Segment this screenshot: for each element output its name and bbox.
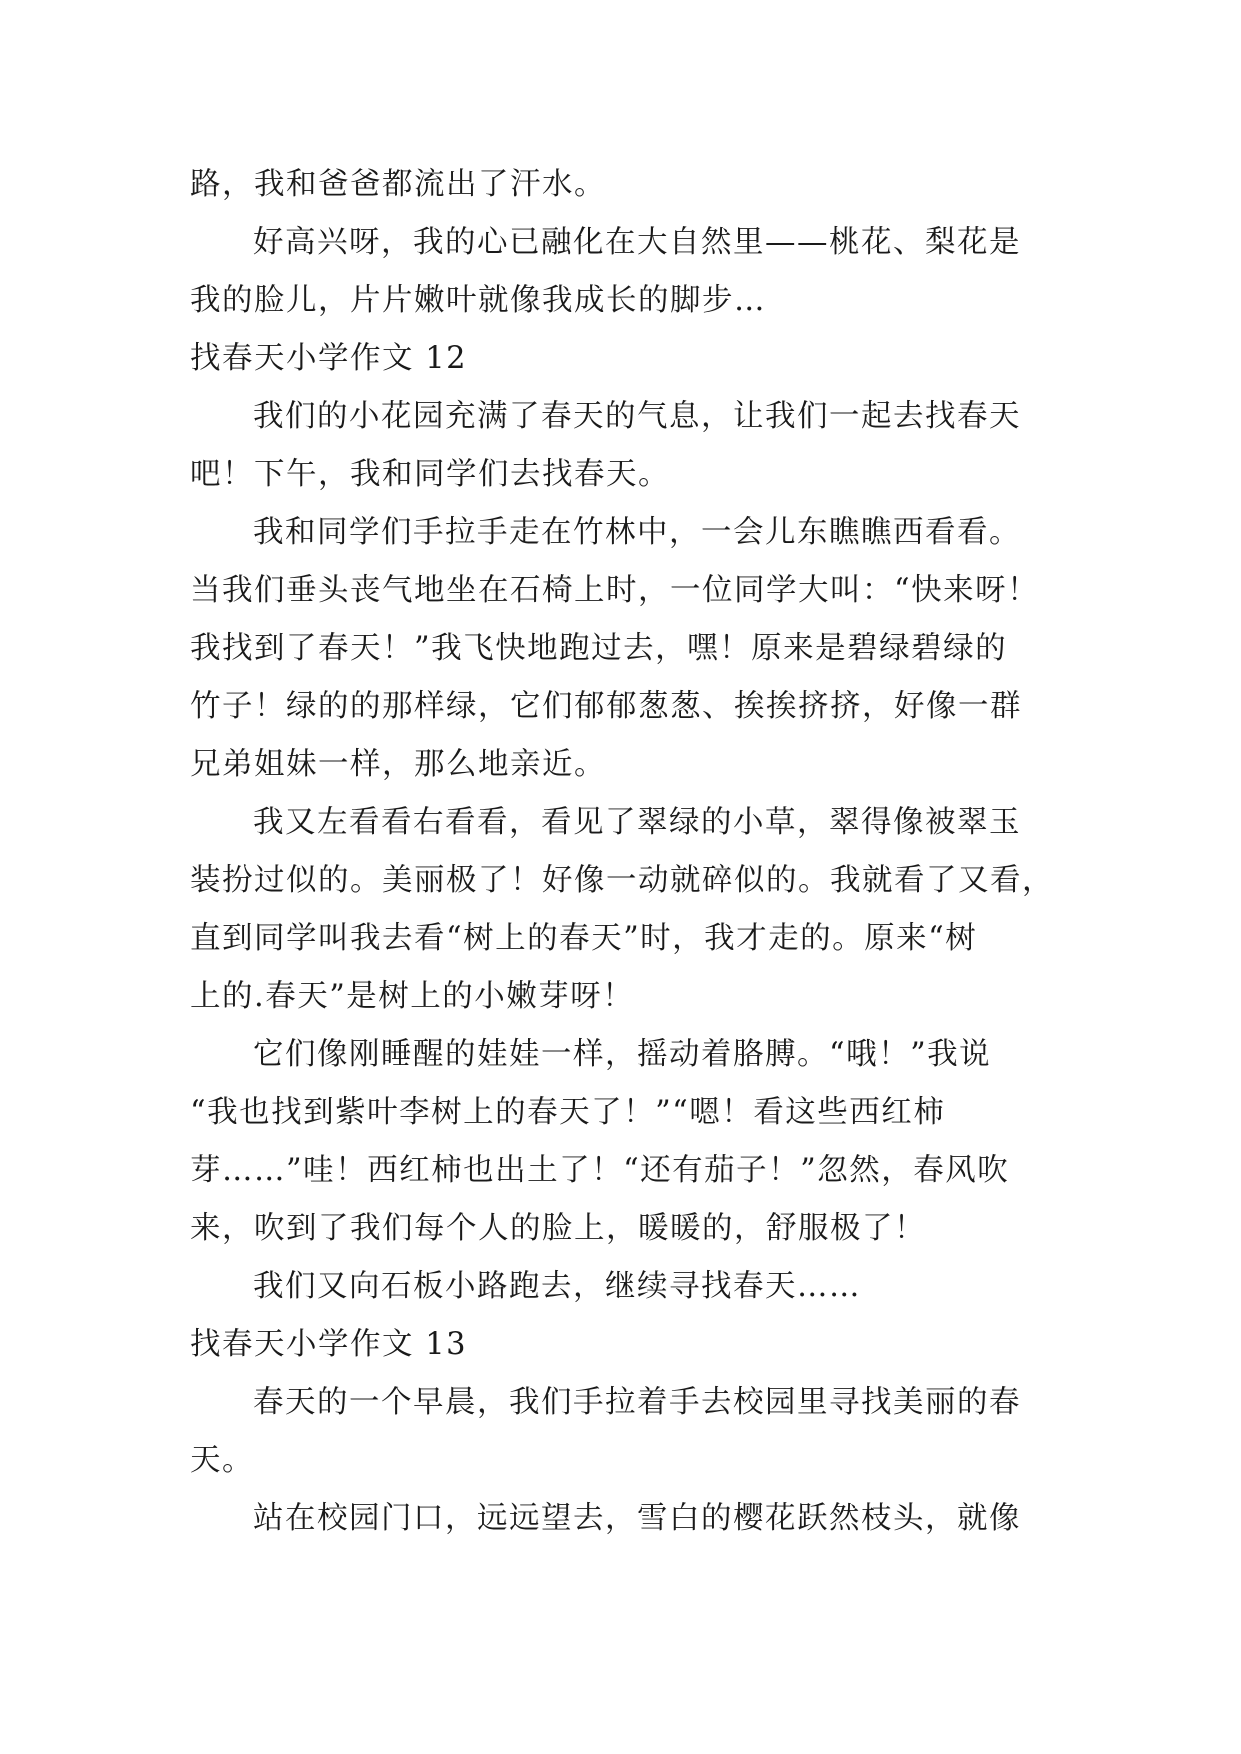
section-heading: 找春天小学作文 12 xyxy=(190,341,468,376)
text-line: 路，我和爸爸都流出了汗水。 xyxy=(190,167,606,202)
text-line: 我的脸儿，片片嫩叶就像我成长的脚步… xyxy=(190,283,766,318)
text-line: 当我们垂头丧气地坐在石椅上时，一位同学大叫：“快来呀！ xyxy=(190,573,1040,608)
text-line: 我们的小花园充满了春天的气息，让我们一起去找春天 xyxy=(253,399,1021,434)
text-line: 我找到了春天！”我飞快地跑过去，嘿！原来是碧绿碧绿的 xyxy=(190,631,1008,666)
text-line: 竹子！绿的的那样绿，它们郁郁葱葱、挨挨挤挤，好像一群 xyxy=(190,689,1022,724)
text-line: 来，吹到了我们每个人的脸上，暖暖的，舒服极了！ xyxy=(190,1211,926,1246)
text-line: 直到同学叫我去看“树上的春天”时，我才走的。原来“树 xyxy=(190,921,978,956)
text-line: 芽……”哇！西红柿也出土了！“还有茄子！”忽然，春风吹 xyxy=(190,1153,1010,1188)
text-line: 上的.春天”是树上的小嫩芽呀！ xyxy=(190,979,635,1014)
text-line: 站在校园门口，远远望去，雪白的樱花跃然枝头，就像 xyxy=(253,1501,1021,1536)
text-line: 我和同学们手拉手走在竹林中，一会儿东瞧瞧西看看。 xyxy=(253,515,1021,550)
text-line: 兄弟姐妹一样，那么地亲近。 xyxy=(190,747,606,782)
text-line: 天。 xyxy=(190,1443,254,1478)
text-line: 吧！下午，我和同学们去找春天。 xyxy=(190,457,670,492)
text-line: “我也找到紫叶李树上的春天了！”“嗯！看这些西红柿 xyxy=(190,1095,946,1130)
text-line: 我又左看看右看看，看见了翠绿的小草，翠得像被翠玉 xyxy=(253,805,1021,840)
text-line: 装扮过似的。美丽极了！好像一动就碎似的。我就看了又看， xyxy=(190,863,1054,898)
section-heading: 找春天小学作文 13 xyxy=(190,1327,468,1362)
text-line: 我们又向石板小路跑去，继续寻找春天…… xyxy=(253,1269,861,1304)
text-line: 春天的一个早晨，我们手拉着手去校园里寻找美丽的春 xyxy=(253,1385,1021,1420)
text-line: 它们像刚睡醒的娃娃一样，摇动着胳膊。“哦！”我说 xyxy=(253,1037,992,1072)
text-line: 好高兴呀，我的心已融化在大自然里——桃花、梨花是 xyxy=(253,225,1021,260)
